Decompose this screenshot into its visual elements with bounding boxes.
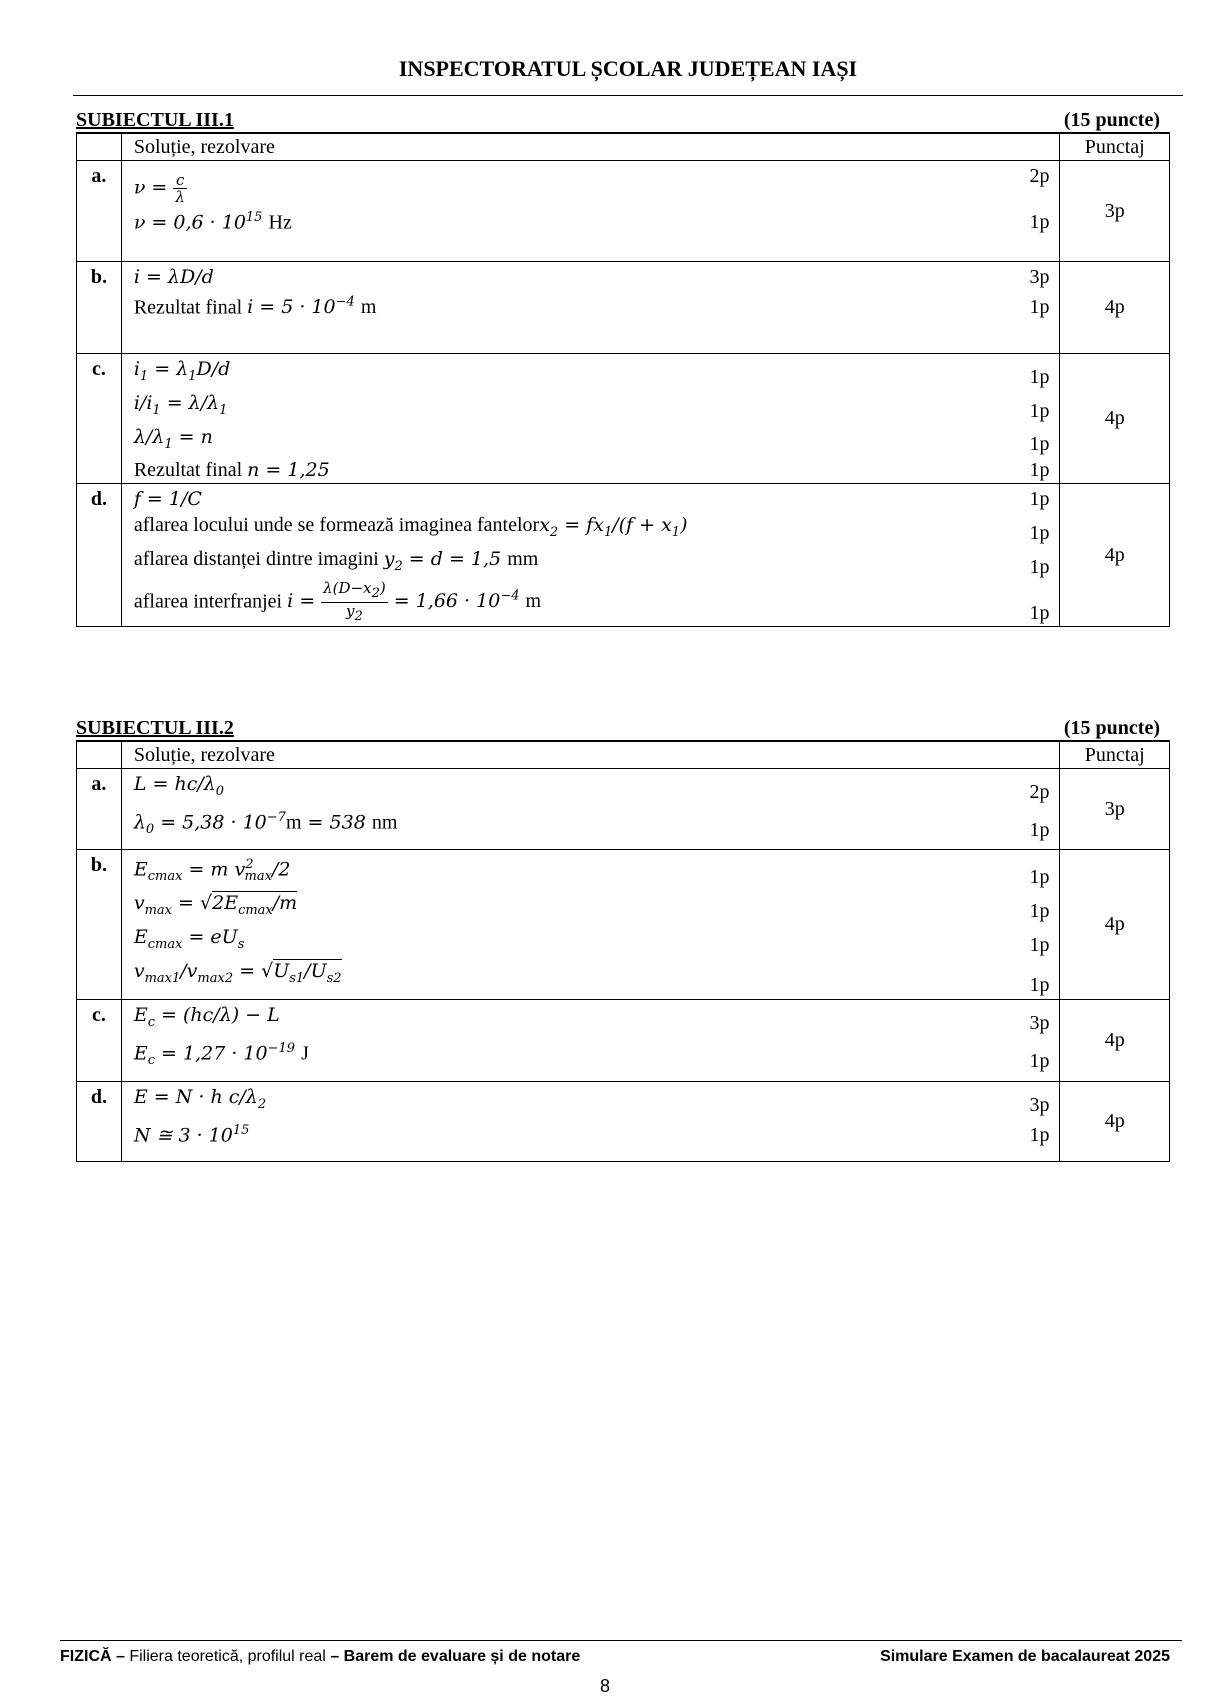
solution-line: aflarea locului unde se formează imaginea fantelorx$_2$ = $fx_1/(f + x_1)$ 1p: [133, 514, 1050, 545]
row-label: b.: [77, 850, 122, 1000]
row-total: 4p: [1060, 850, 1170, 1000]
footer-left: FIZICĂ – Filiera teoretică, profilul real – Barem de evaluare și de notare: [60, 1648, 581, 1665]
row-label: c.: [77, 354, 122, 484]
line-points: 2p: [1029, 165, 1050, 187]
solution-line: Rezultat final $i = 5 \cdot 10^{-4}$ m 1p: [133, 295, 1050, 319]
table-row: [77, 1082, 1170, 1162]
page-number: 8: [599, 1676, 610, 1696]
line-points: 1p: [1029, 296, 1050, 319]
section2-title: [76, 716, 1160, 740]
line-points: 1p: [1029, 973, 1050, 996]
row-label: d.: [77, 484, 122, 627]
line-points: 1p: [1029, 601, 1050, 624]
line-points: 1p: [1029, 365, 1050, 388]
line-points: 1p: [1029, 211, 1050, 234]
solution-line: $E_c = (hc/\lambda) - L$ 3p: [133, 1004, 1050, 1034]
line-points: 1p: [1029, 555, 1050, 578]
line-points: 1p: [1029, 399, 1050, 422]
solution-cell: [121, 1000, 1060, 1082]
line-points: 1p: [1029, 488, 1050, 511]
solution-cell: [121, 262, 1060, 354]
line-points: 3p: [1029, 266, 1050, 288]
section2-name: SUBIECTUL III.2: [76, 717, 234, 739]
table-row: [77, 262, 1170, 354]
row-total: 4p: [1060, 1082, 1170, 1162]
table-row: [77, 1000, 1170, 1082]
solution-line: E = N · h $c/\lambda_2$ 3p: [133, 1086, 1050, 1116]
row-total: 4p: [1060, 1000, 1170, 1082]
section1-points: (15 puncte): [1063, 109, 1160, 131]
solution-line: $i/i_1 = \lambda/\lambda_1$ 1p: [133, 391, 1050, 422]
row-label: a.: [77, 769, 122, 850]
row-total: 4p: [1060, 354, 1170, 484]
solution-line: ν = $\frac{c}{\lambda}$ 2p: [133, 165, 1050, 206]
section1-table-header: [77, 133, 1170, 161]
line-points: 3p: [1029, 1093, 1050, 1116]
row-total: 4p: [1060, 262, 1170, 354]
solution-cell: [121, 769, 1060, 850]
solution-line: $L = hc/\lambda_0$ 2p: [133, 773, 1050, 803]
footer-exam: Simulare Examen de bacalaureat 2025: [880, 1648, 1170, 1665]
section1-table: [76, 132, 1170, 627]
score-header: Punctaj: [1060, 133, 1170, 161]
solution-line: $v_{max1}/v_{max2} = √U_{s1}/U_{s2}$ 1p: [133, 959, 1050, 996]
score-header: Punctaj: [1060, 741, 1170, 769]
solution-cell: [121, 354, 1060, 484]
solution-line: f = 1/C 1p: [133, 488, 1050, 511]
row-total: 3p: [1060, 769, 1170, 850]
line-points: 1p: [1029, 933, 1050, 956]
line-points: 1p: [1029, 522, 1050, 545]
row-label: d.: [77, 1082, 122, 1162]
row-label: b.: [77, 262, 122, 354]
footer-rule: [60, 1640, 1182, 1641]
solution-cell: [121, 1082, 1060, 1162]
fraction: $\frac{\lambda(D-x_2)}{y_2}$: [323, 578, 386, 624]
solution-line: i = λD/d 3p: [133, 266, 1050, 288]
solution-line: aflarea interfranjei i = $\frac{\lambda(D-x_2)}{y_2}$ = $1,66 \cdot 10^{-4}$ m 1p: [133, 578, 1050, 624]
section2-table-header: [77, 741, 1170, 769]
line-points: 2p: [1029, 780, 1050, 803]
solution-line: $\lambda_0 = 5,38 \cdot 10^{-7}m = 538$ nm 1p: [133, 809, 1050, 841]
header-rule: [73, 95, 1183, 96]
solution-line: $E_c = 1,27 \cdot 10^{-19}$ J 1p: [133, 1040, 1050, 1072]
section1-title: [76, 108, 1160, 132]
solution-header: Soluție, rezolvare: [121, 133, 1060, 161]
row-label: c.: [77, 1000, 122, 1082]
solution-line: $\lambda/\lambda_1 = n$ 1p: [133, 425, 1050, 456]
table-row: [77, 769, 1170, 850]
table-row: [77, 484, 1170, 627]
header-empty-cell: [77, 133, 122, 161]
solution-line: $E_{cmax} = m$ $v^2_{max}/2$ 1p: [133, 857, 1050, 889]
table-row: [77, 161, 1170, 262]
solution-line: Rezultat final n = 1,25 1p: [133, 459, 1050, 482]
page-header: INSPECTORATUL ȘCOLAR JUDEȚEAN IAȘI: [398, 56, 858, 81]
row-total: 3p: [1060, 161, 1170, 262]
solution-line: aflarea distanței dintre imagini $y_2 = d = 1,5$ mm 1p: [133, 548, 1050, 578]
solution-cell: [121, 161, 1060, 262]
solution-line: N ≅ $3 \cdot 10^{15}$ 1p: [133, 1122, 1050, 1147]
section2-table: [76, 740, 1170, 1162]
solution-line: $v_{max} = √2E_{cmax}/m$ 1p: [133, 892, 1050, 922]
section2-points: (15 puncte): [1063, 717, 1160, 739]
row-label: a.: [77, 161, 122, 262]
solution-cell: [121, 850, 1060, 1000]
section1-name: SUBIECTUL III.1: [76, 109, 234, 131]
solution-cell: [121, 484, 1060, 627]
solution-header: Soluție, rezolvare: [121, 741, 1060, 769]
solution-line: $E_{cmax} = eU_s$ 1p: [133, 925, 1050, 956]
line-points: 1p: [1029, 433, 1050, 456]
fraction: $\frac{c}{\lambda}$: [175, 171, 185, 206]
page-footer: [60, 1648, 1170, 1666]
line-points: 1p: [1029, 899, 1050, 922]
line-points: 1p: [1029, 818, 1050, 841]
header-empty-cell: [77, 741, 122, 769]
solution-line: $i_1 = \lambda_1D/d$ 1p: [133, 358, 1050, 388]
line-points: 3p: [1029, 1011, 1050, 1034]
table-row: [77, 850, 1170, 1000]
line-points: 1p: [1029, 1049, 1050, 1072]
table-row: [77, 354, 1170, 484]
row-total: 4p: [1060, 484, 1170, 627]
line-points: 1p: [1029, 1124, 1050, 1147]
line-points: 1p: [1029, 459, 1050, 482]
line-points: 1p: [1029, 866, 1050, 889]
solution-line: $\nu = 0,6 \cdot 10^{15}$ Hz 1p: [133, 210, 1050, 234]
